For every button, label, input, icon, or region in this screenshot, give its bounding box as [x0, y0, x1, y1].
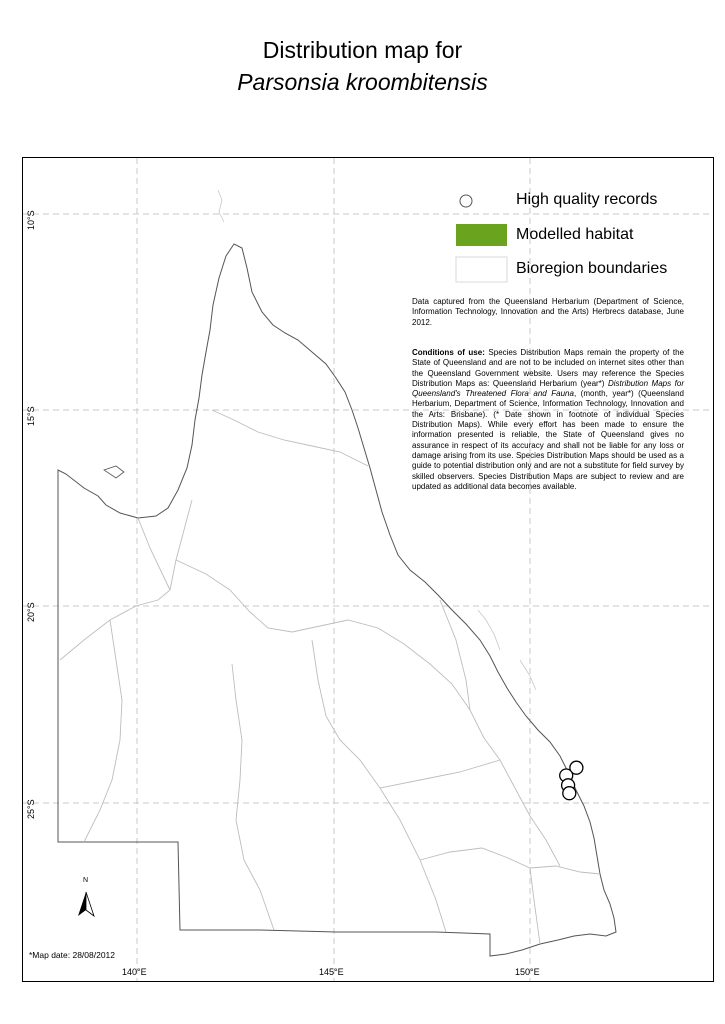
mornington-island [104, 466, 124, 478]
lat-label-20s: 20°S [26, 602, 36, 622]
bioregion-line [312, 640, 446, 932]
legend-record-symbol [460, 195, 472, 207]
north-arrow-icon [78, 892, 94, 916]
bioregion-line [60, 500, 192, 660]
bioregion-line [530, 868, 540, 944]
bioregion-line [380, 760, 500, 788]
conditions-body-2: , (month, year*) (Queensland Herbarium, Department of Science, Information Technology, Innovation and the Arts: Brisbane). (* Date shown in footnote of individual Species Distribution Maps). While every effort has been made to ensure the information presented is reliable, the State of Queensland gives no assurance in respect of its accuracy and shall not be liable for any loss or damage arising from its use. Species Distribution Maps should be used as a guide to potential distribution only and are not a substitute for field survey by skilled observers. Species Distribution Maps are subject to review and are updated as additional data becomes available. [412, 389, 684, 491]
reef-line [218, 190, 224, 222]
bioregion-line [138, 518, 170, 590]
lat-label-25s: 25°S [26, 799, 36, 819]
bioregion-line [176, 560, 484, 738]
record-marker [563, 787, 576, 800]
north-label: N [83, 877, 89, 884]
reef-line [520, 660, 536, 690]
lat-label-10s: 10°S [26, 210, 36, 230]
legend-bioregion-swatch [456, 257, 507, 282]
legend-habitat-label: Modelled habitat [516, 226, 634, 243]
lat-label-15s: 15°S [26, 406, 36, 426]
conditions-body-1: Species Distribution Maps remain the property of the State of Queensland and are not to be included on internet sites other than the Queensland Government website. Users may reference the Species Distribution Maps as: Queensland Herbarium (year*) [412, 348, 684, 388]
reef-line [478, 610, 500, 650]
bioregion-line [212, 410, 368, 466]
records-layer [560, 761, 583, 800]
bioregion-line [232, 664, 274, 930]
map-date: *Map date: 28/08/2012 [29, 950, 116, 960]
bioregion-line [84, 620, 122, 842]
lon-label-150e: 150°E [515, 967, 540, 977]
graticule [23, 158, 713, 981]
conditions-body-italic: Distribution Maps for Queensland's Threatened Flora and Fauna [412, 378, 684, 399]
bioregion-line [484, 738, 560, 866]
bioregion-line [440, 600, 470, 710]
title-line: Distribution map for [262, 37, 463, 63]
lon-label-145e: 145°E [319, 967, 344, 977]
legend-bioregion-label: Bioregion boundaries [516, 260, 668, 277]
data-source-text: Data captured from the Queensland Herbarium (Department of Science, Information Technology, Innovation and the Arts) Herbrecs database, June 2012. [412, 297, 684, 327]
legend-records-label: High quality records [516, 191, 658, 208]
conditions-heading: Conditions of use: [412, 348, 485, 357]
lon-label-140e: 140°E [122, 967, 147, 977]
conditions-of-use [412, 348, 684, 492]
legend-habitat-swatch [456, 224, 507, 246]
bioregion-line [420, 848, 600, 874]
species-name: Parsonsia kroombitensis [237, 69, 488, 95]
